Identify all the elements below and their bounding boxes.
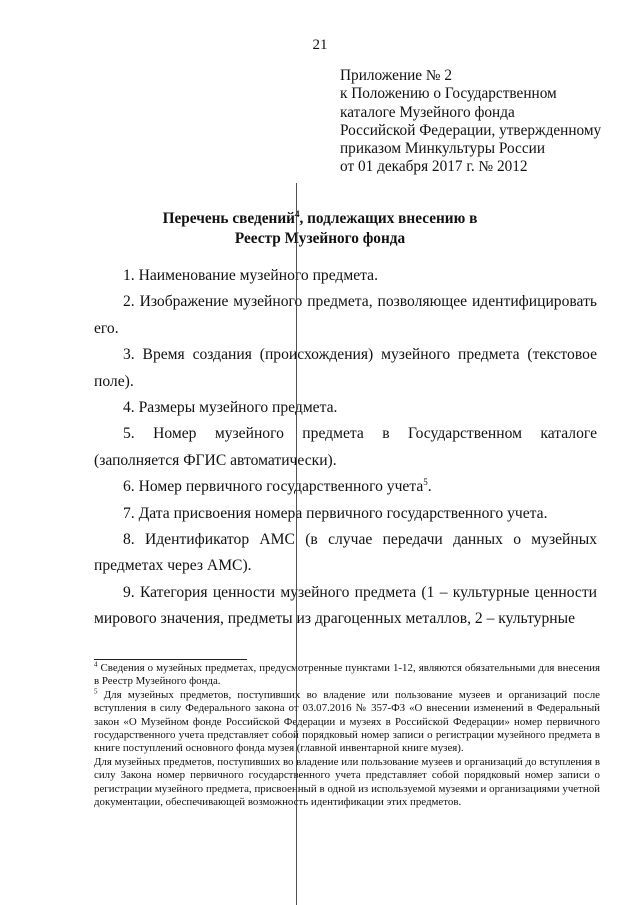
items-list xyxy=(94,263,597,633)
list-item: 8. Идентификатор АМС (в случае передачи данных о музейных предметах через АМС). xyxy=(94,531,597,575)
list-item: 3. Время создания (происхождения) музейного предмета (текстовое поле). xyxy=(94,346,597,390)
appendix-line: Приложение № 2 xyxy=(340,67,452,84)
list-item: 9. Категория ценности музейного предмета (1 – культурные ценности мирового значения, предметы из драгоценных металлов, 2 – культурные xyxy=(94,583,597,628)
list-item: 5. Номер музейного предмета в Государственном каталоге (заполняется ФГИС автоматически). xyxy=(94,425,597,469)
document-title xyxy=(0,209,640,249)
list-item: 4. Размеры музейного предмета. xyxy=(123,399,338,417)
appendix-header xyxy=(340,67,630,177)
footnote-ref-4: 4 xyxy=(294,208,300,219)
list-item: 6. Номер первичного государственного учета$^5$. xyxy=(123,477,432,496)
footnote-separator xyxy=(94,659,247,660)
appendix-line: Российской Федерации, утвержденному xyxy=(340,121,602,139)
list-item: 2. Изображение музейного предмета, позволяющее идентифицировать его. xyxy=(94,293,597,337)
footnote-5: $^5$ Для музейных предметов, поступивших во владение или пользование музеев и организаций после вступления в силу Федерального закона от 03.07.2016 № 357-ФЗ «О внесении изменений в Федеральный закон «О Музейном фонде Российской Федерации и музеях в Российской Федерации» номер первичного государственного учета представляет собой порядковый номер записи о регистрации музейного предмета в книге поступлений основного фонда музея (главной инвентарной книге музея). xyxy=(94,687,600,755)
appendix-line: к Положению о Государственном xyxy=(340,85,557,103)
appendix-line: от 01 декабря 2017 г. № 2012 xyxy=(340,158,528,176)
page-number: 21 xyxy=(312,37,328,53)
title-line-1: Перечень сведений$^4$, подлежащих внесению в xyxy=(162,208,478,227)
title-line-2: Реестр Музейного фонда xyxy=(234,230,406,247)
footnote-5-continuation: Для музейных предметов, поступивших во владение или пользование музеев и организаций до вступления в силу Закона номер первичного государственного учета представляет собой порядковый номер записи о регистрации музейного предмета, присвоенный в одной из используемой музеями и организациями учетной документации, обеспечивающей возможность идентификации этих предметов. xyxy=(94,755,600,809)
footnote-4: $^4$ Сведения о музейных предметах, предусмотренные пунктами 1-12, являются обязательными для внесения в Реестр Музейного фонда. xyxy=(94,660,600,688)
list-item: 7. Дата присвоения номера первичного государственного учета. xyxy=(123,504,548,522)
appendix-line: каталоге Музейного фонда xyxy=(340,103,515,121)
footnotes xyxy=(94,662,600,809)
appendix-line: приказом Минкультуры России xyxy=(340,140,546,158)
footnote-ref-5: 5 xyxy=(423,477,428,488)
list-item: 1. Наименование музейного предмета. xyxy=(123,267,378,284)
scan-fold-line xyxy=(296,183,297,905)
